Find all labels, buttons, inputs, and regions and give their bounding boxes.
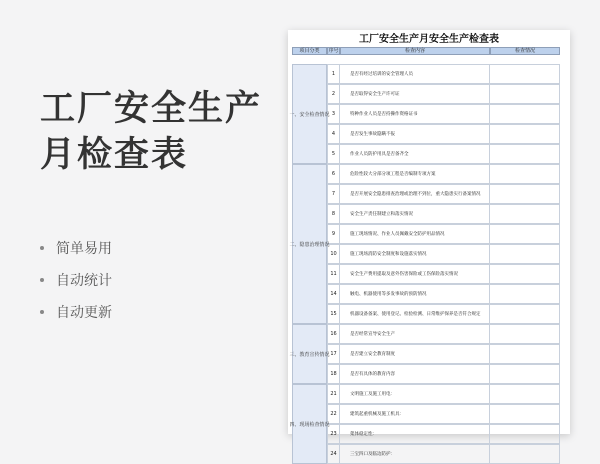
row-content: 建筑起重机械及施工机具： (340, 404, 490, 424)
header-seq: 序号 (328, 48, 339, 54)
row-seq: 4 (327, 124, 340, 144)
header-status: 检查情况 (490, 47, 560, 55)
row-content: 施工现场消防安全制度和设施落实情况 (340, 244, 490, 264)
row-seq: 5 (327, 144, 340, 164)
row-content: 施工现场情况、作业人员佩戴安全防护用品情况 (340, 224, 490, 244)
bullet-icon (40, 310, 44, 314)
row-status-cell (490, 204, 560, 224)
row-status-cell (490, 244, 560, 264)
row-status-cell (490, 384, 560, 404)
row-content: 是否开展安全隐患排查治理或治理不到位，重大隐患实行备案情况 (340, 184, 490, 204)
header-category: 项目分类 (292, 47, 327, 55)
row-seq: 16 (327, 324, 340, 344)
row-content: 触电、机器使用等多发事故的预防情况 (340, 284, 490, 304)
row-content: 机器设备备案、使用登记、检验检测、日常维护保养是否符合规定 (340, 304, 490, 324)
row-seq: 1 (327, 64, 340, 84)
bullet-icon (40, 246, 44, 250)
row-status-cell (490, 344, 560, 364)
row-seq: 23 (327, 424, 340, 444)
row-status-cell (490, 444, 560, 464)
row-seq: 10 (327, 244, 340, 264)
row-seq: 22 (327, 404, 340, 424)
category-cell: 二、隐患治理情况 (292, 164, 327, 324)
row-seq: 14 (327, 284, 340, 304)
row-status-cell (490, 124, 560, 144)
hero-title: 工厂安全生产月检查表 (40, 89, 263, 175)
row-status-cell (490, 184, 560, 204)
row-seq: 6 (327, 164, 340, 184)
row-content: 安全生产责任制建立和落实情况 (340, 204, 490, 224)
row-seq: 17 (327, 344, 340, 364)
row-seq: 7 (327, 184, 340, 204)
bullet-icon (40, 278, 44, 282)
feature-label: 简单易用 (56, 241, 112, 257)
row-status-cell (490, 64, 560, 84)
row-seq: 24 (327, 444, 340, 464)
row-content: 特种作业人员是否持操作资格证书 (340, 104, 490, 124)
row-status-cell (490, 224, 560, 244)
row-content: 是否建立安全教育制度 (340, 344, 490, 364)
row-content: 架体稳定性： (340, 424, 490, 444)
feature-item (40, 296, 112, 328)
sheet-title: 工厂安全生产月安全生产检查表 (359, 34, 499, 45)
feature-item (40, 232, 112, 264)
row-status-cell (490, 84, 560, 104)
row-content: 是否有具体的教育内容 (340, 364, 490, 384)
spreadsheet-preview (288, 30, 570, 457)
row-status-cell (490, 144, 560, 164)
row-content: 是否有经过培训的安全管理人员 (340, 64, 490, 84)
row-status-cell (490, 104, 560, 124)
row-seq: 21 (327, 384, 340, 404)
category-cell: 四、现场检查情况 (292, 384, 327, 464)
row-content: 是否取得安全生产许可证 (340, 84, 490, 104)
row-seq: 15 (327, 304, 340, 324)
row-status-cell (490, 284, 560, 304)
row-status-cell (490, 304, 560, 324)
row-seq: 8 (327, 204, 340, 224)
feature-label: 自动更新 (56, 305, 112, 321)
row-content: 危险性较大分部分项工程是否编制专项方案 (340, 164, 490, 184)
row-status-cell (490, 404, 560, 424)
row-content: 是否发生事故隐瞒不报 (340, 124, 490, 144)
feature-label: 自动统计 (56, 273, 112, 289)
row-content: 作业人员防护用具是否备齐全 (340, 144, 490, 164)
row-status-cell (490, 424, 560, 444)
row-content: 安全生产费用提取及意外伤害保险或工伤保险落实情况 (340, 264, 490, 284)
feature-item (40, 264, 112, 296)
header-content: 检查内容 (340, 47, 490, 55)
row-content: 三宝四口及临边防护： (340, 444, 490, 464)
row-seq: 9 (327, 224, 340, 244)
category-cell: 一、安全检查情况 (292, 64, 327, 164)
feature-list (40, 232, 112, 328)
row-status-cell (490, 264, 560, 284)
row-status-cell (490, 164, 560, 184)
row-content: 是否经常宣导安全生产 (340, 324, 490, 344)
row-status-cell (490, 364, 560, 384)
row-content: 文明施工及施工用电： (340, 384, 490, 404)
row-seq: 3 (327, 104, 340, 124)
row-status-cell (490, 324, 560, 344)
row-seq: 11 (327, 264, 340, 284)
row-seq: 18 (327, 364, 340, 384)
category-cell: 三、教育宣传情况 (292, 324, 327, 384)
row-seq: 2 (327, 84, 340, 104)
